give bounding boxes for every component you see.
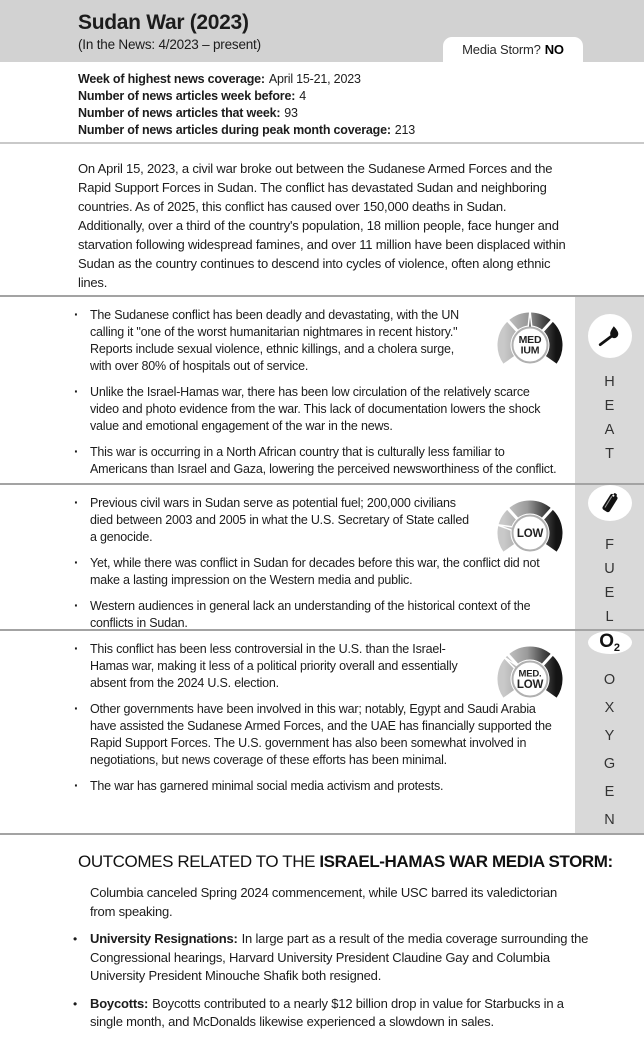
section-oxygen [0, 629, 644, 835]
svg-text:MED: MED [518, 334, 542, 346]
heat-content [0, 297, 572, 483]
page-header [0, 0, 644, 62]
heat-bullet: · The Sudanese conflict has been deadly and devastating, with the UN calling it "one of the worst humanitarian nightmares in recent history." Reports include sexual violence, ethnic killings, and a cholera surge, with over 80% of hospitals out of service. [0, 307, 572, 375]
fuel-icon-circle [588, 485, 632, 521]
outcomes-section [0, 835, 644, 1058]
fuel-bullet: · Previous civil wars in Sudan serve as potential fuel; 200,000 civilians died between 2003 and 2005 in what the U.S. Secretary of State called a genocide. [0, 495, 572, 546]
stat-label: Number of news articles during peak month coverage: [78, 123, 391, 137]
fuel-bullet: · Western audiences in general lack an understanding of the historical context of the conflicts in Sudan. [0, 598, 572, 632]
oxygen-bullet: · Other governments have been involved in this war; notably, Egypt and Saudi Arabia have assisted the Sudanese Armed Forces, and the UAE has financially supported the Rapid Support Forces. The U.S. government has also been somewhat involved in negotiations, but news coverage of these efforts has been minimal. [0, 701, 572, 769]
outcomes-list [0, 930, 644, 1032]
svg-text:MED.: MED. [518, 668, 542, 680]
svg-text:LOW: LOW [516, 679, 544, 691]
outcomes-intro: Columbia canceled Spring 2024 commencement, while USC barred its valedictorian from speaking. [90, 885, 558, 919]
fuel-rail [575, 485, 644, 629]
page-title: Sudan War (2023) [78, 11, 249, 34]
stat-value: 4 [299, 89, 306, 103]
heat-gauge [490, 303, 570, 383]
outcome-lead: University Resignations: [90, 931, 238, 946]
fuel-bullet: · Yet, while there was conflict in Sudan for decades before this war, the conflict did not make a lasting impression on the Western media and public. [0, 555, 572, 589]
stat-value: 213 [394, 123, 416, 137]
svg-text:LOW: LOW [516, 528, 544, 540]
oxygen-content [0, 631, 572, 833]
coverage-stats [0, 62, 644, 142]
stat-label: Number of news articles week before: [78, 89, 296, 103]
intro-paragraph: On April 15, 2023, a civil war broke out between the Sudanese Armed Forces and the Rapid Support Forces in Sudan. The conflict has devastated Sudan and neighboring countries. As of 2025, this conflict has caused over 150,000 deaths in Sudan. Additionally, over a third of the country's population, 18 million people, face hunger and starvation following widespread famines, and over 11 million have been displaced within Sudan as the country continues to descend into cycles of violence, often along ethnic lines. [78, 161, 566, 290]
heat-bullet: · Unlike the Israel-Hamas war, there has been low circulation of the relatively scarce video and photo evidence from the war. This lack of documentation lowers the shock value and emotional engagement of the war in the news. [0, 384, 572, 435]
heat-bullet-list [0, 307, 572, 478]
oxygen-bullet-list [0, 641, 572, 795]
page-subtitle: (In the News: 4/2023 – present) [78, 37, 261, 52]
outcome-lead: Boycotts: [90, 995, 149, 1011]
media-storm-tab [443, 37, 583, 62]
heat-rail-label: HEAT [604, 374, 615, 462]
heat-rail [575, 297, 644, 483]
heat-bullet: · This war is occurring in a North African country that is culturally less familiar to Americans than Israel and Gaza, lowering the perceived newsworthiness of the conflict. [0, 444, 572, 478]
outcomes-heading-bold: ISRAEL-HAMAS WAR MEDIA STORM: [319, 852, 613, 871]
stat-label: Week of highest news coverage: [78, 72, 265, 86]
stat-row [78, 71, 644, 88]
stat-row [78, 88, 644, 105]
fuel-content [0, 485, 572, 629]
fuel-cylinder-icon [597, 490, 623, 516]
oxygen-bullet: · The war has garnered minimal social media activism and protests. [0, 778, 572, 795]
stat-row [78, 105, 644, 122]
heat-icon-circle [588, 314, 632, 358]
section-fuel [0, 483, 644, 629]
media-storm-value: NO [544, 42, 564, 57]
outcome-text: In large part as a result of the media coverage surrounding the Congressional hearings, Harvard University President Claudine Gay and Columbia University President Minouche Shafik both resigned. [90, 931, 589, 983]
fuel-gauge [490, 491, 570, 571]
svg-text:IUM: IUM [520, 344, 540, 357]
section-heat [0, 295, 644, 483]
stat-row [78, 122, 644, 139]
outcome-item [0, 930, 644, 986]
match-icon [597, 323, 623, 349]
stat-value: 93 [284, 106, 298, 120]
media-storm-label: Media Storm? [462, 42, 541, 57]
outcomes-heading [78, 852, 644, 872]
outcomes-heading-prefix: OUTCOMES RELATED TO THE [78, 852, 320, 871]
oxygen-rail [575, 631, 644, 833]
outcome-text: Boycotts contributed to a nearly $12 billion drop in value for Starbucks in a single month, and McDonalds likewise experienced a slowdown in sales. [90, 995, 564, 1029]
outcome-item [0, 995, 644, 1032]
fuel-bullet-list [0, 495, 572, 632]
oxygen-bullet: · This conflict has been less controversial in the U.S. than the Israel-Hamas war, making it less of a political priority overall and essentially absent from the 2024 U.S. election. [0, 641, 572, 692]
oxygen-rail-label: OXYGEN [603, 671, 616, 828]
o2-icon: $O_2$ [599, 630, 620, 654]
fuel-rail-label: FUEL [604, 537, 615, 625]
stat-value: April 15-21, 2023 [268, 72, 361, 86]
stat-label: Number of news articles that week: [78, 106, 281, 120]
oxygen-gauge [490, 637, 570, 717]
oxygen-icon-circle [588, 631, 632, 654]
